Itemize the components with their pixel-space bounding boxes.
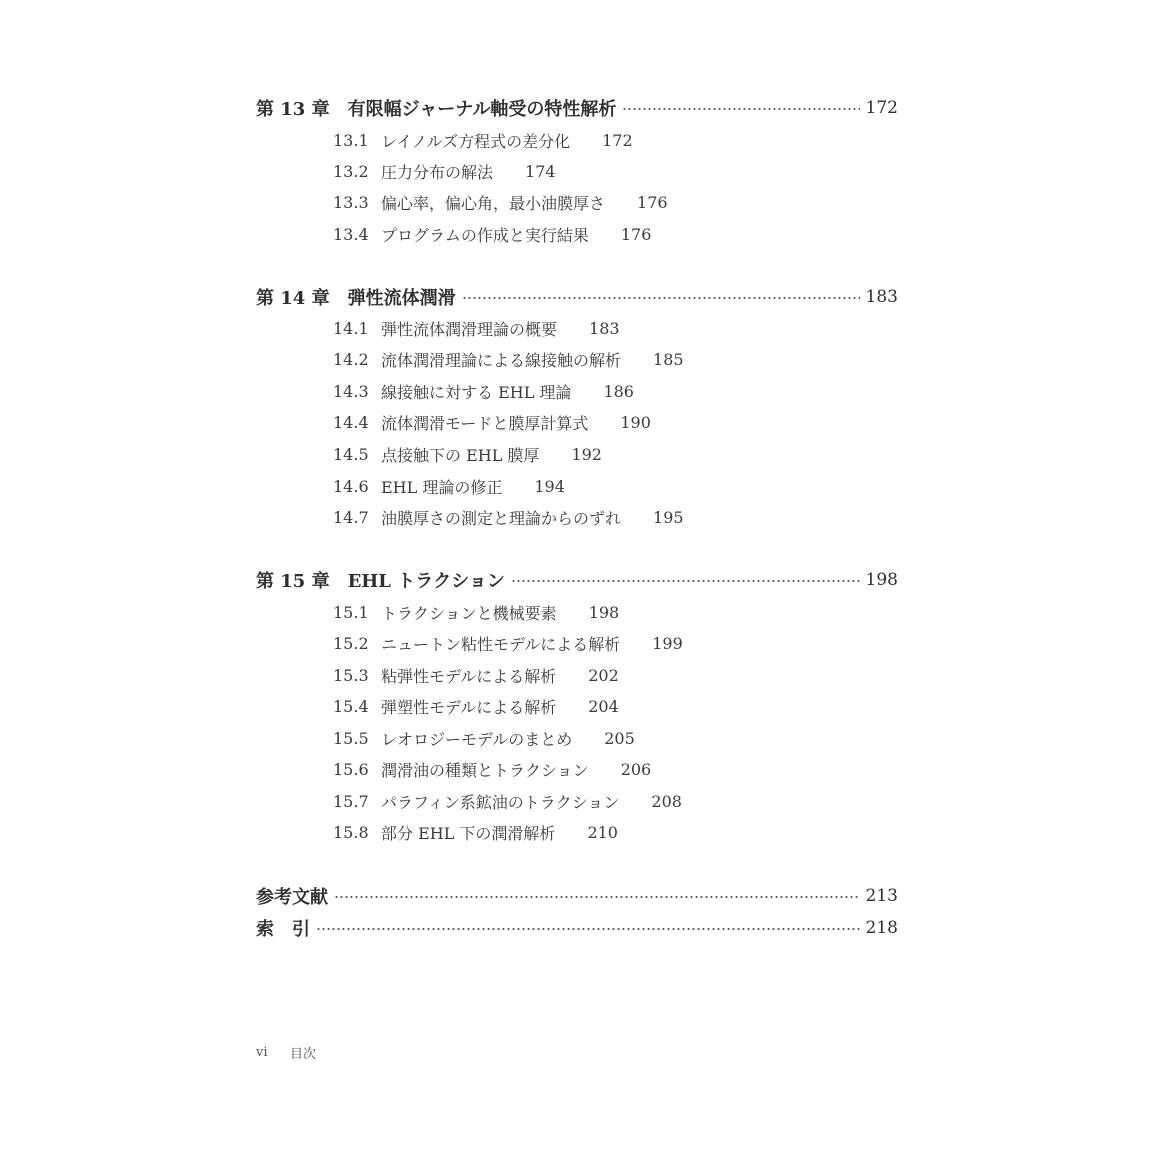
- section-page-number: 198: [588, 602, 620, 622]
- section-title: 線接触に対する EHL 理論: [381, 382, 572, 402]
- back-matter-title: 索 引: [256, 919, 310, 940]
- section-number: 15.3: [333, 665, 369, 685]
- chapter-15-entry[interactable]: [256, 566, 898, 594]
- section-page-number: 192: [571, 444, 602, 464]
- section-number: 13.4: [333, 224, 369, 244]
- section-page-number: 205: [604, 728, 635, 748]
- dot-leader: [334, 896, 860, 898]
- section-entry[interactable]: [333, 127, 633, 153]
- section-number: 14.5: [333, 444, 369, 464]
- section-title: 弾性流体潤滑理論の概要: [381, 319, 558, 339]
- section-page-number: 176: [637, 192, 668, 212]
- section-title: EHL 理論の修正: [381, 477, 503, 497]
- section-title: レイノルズ方程式の差分化: [381, 131, 571, 151]
- section-title: プログラムの作成と実行結果: [381, 225, 589, 245]
- folio-page-number: vi: [256, 1045, 268, 1060]
- section-number: 14.1: [333, 318, 369, 338]
- index-entry[interactable]: [256, 914, 898, 942]
- section-number: 15.1: [333, 602, 369, 622]
- section-title: 流体潤滑モードと膜厚計算式: [381, 413, 589, 433]
- dot-leader: [511, 580, 860, 582]
- chapter-14-entry[interactable]: [256, 283, 898, 311]
- section-number: 15.6: [333, 759, 369, 779]
- section-entry[interactable]: [333, 378, 634, 404]
- section-title: 潤滑油の種類とトラクション: [381, 760, 589, 780]
- section-number: 14.3: [333, 381, 369, 401]
- section-page-number: 183: [589, 318, 620, 338]
- section-number: 13.1: [333, 130, 369, 150]
- dot-leader: [622, 108, 859, 110]
- section-title: 部分 EHL 下の潤滑解析: [381, 823, 556, 843]
- section-page-number: 176: [620, 224, 652, 244]
- section-number: 15.8: [333, 822, 369, 842]
- section-page-number: 185: [653, 349, 684, 369]
- section-title: 偏心率，偏心角，最小油膜厚さ: [381, 193, 606, 213]
- chapter-title: 第 15 章 EHL トラクション: [256, 571, 505, 592]
- section-entry[interactable]: [333, 473, 565, 499]
- section-page-number: 174: [525, 161, 556, 181]
- section-number: 13.3: [333, 192, 369, 212]
- chapter-title: 第 14 章 弾性流体潤滑: [256, 288, 456, 309]
- chapter-title: 第 13 章 有限幅ジャーナル軸受の特性解析: [256, 99, 617, 120]
- section-page-number: 195: [653, 507, 684, 527]
- running-head: 目次: [290, 1047, 317, 1062]
- section-number: 15.5: [333, 728, 369, 748]
- section-page-number: 186: [603, 381, 634, 401]
- references-entry[interactable]: [256, 882, 898, 910]
- section-page-number: 199: [652, 633, 683, 653]
- section-entry[interactable]: [333, 630, 683, 656]
- back-matter-page-number: 218: [865, 918, 898, 938]
- section-title: ニュートン粘性モデルによる解析: [381, 634, 621, 654]
- section-entry[interactable]: [333, 693, 619, 719]
- section-page-number: 210: [587, 822, 618, 842]
- section-number: 14.2: [333, 349, 369, 369]
- section-entry[interactable]: [333, 504, 684, 530]
- section-entry[interactable]: [333, 346, 684, 372]
- section-entry[interactable]: [333, 725, 635, 751]
- dot-leader: [316, 928, 860, 930]
- section-page-number: 194: [534, 476, 565, 496]
- section-entry[interactable]: [333, 315, 620, 341]
- section-page-number: 190: [620, 412, 651, 432]
- section-title: パラフィン系鉱油のトラクション: [381, 792, 620, 812]
- section-title: レオロジーモデルのまとめ: [381, 729, 573, 749]
- chapter-page-number: 172: [865, 98, 898, 118]
- section-number: 13.2: [333, 161, 369, 181]
- section-entry[interactable]: [333, 441, 602, 467]
- section-title: 圧力分布の解法: [381, 162, 494, 182]
- section-title: トラクションと機械要素: [381, 603, 557, 623]
- section-title: 流体潤滑理論による線接触の解析: [381, 350, 622, 370]
- section-number: 15.7: [333, 791, 369, 811]
- section-entry[interactable]: [333, 158, 556, 184]
- back-matter-title: 参考文献: [256, 887, 328, 908]
- section-page-number: 202: [588, 665, 619, 685]
- section-entry[interactable]: [333, 599, 619, 625]
- dot-leader: [462, 297, 860, 299]
- section-number: 14.7: [333, 507, 369, 527]
- section-page-number: 172: [602, 130, 633, 150]
- section-title: 粘弾性モデルによる解析: [381, 666, 557, 686]
- section-entry[interactable]: [333, 788, 682, 814]
- page-footer: [256, 1043, 316, 1062]
- section-page-number: 206: [620, 759, 652, 779]
- section-entry[interactable]: [333, 189, 668, 215]
- back-matter-page-number: 213: [865, 886, 898, 906]
- section-number: 14.4: [333, 412, 369, 432]
- chapter-page-number: 198: [865, 570, 898, 590]
- section-title: 点接触下の EHL 膜厚: [381, 445, 540, 465]
- section-number: 15.4: [333, 696, 369, 716]
- section-entry[interactable]: [333, 662, 619, 688]
- section-entry[interactable]: [333, 819, 618, 845]
- section-number: 15.2: [333, 633, 369, 653]
- chapter-13-entry[interactable]: [256, 94, 898, 122]
- chapter-page-number: 183: [865, 287, 898, 307]
- section-page-number: 208: [651, 791, 682, 811]
- section-number: 14.6: [333, 476, 369, 496]
- section-entry[interactable]: [333, 756, 651, 782]
- section-page-number: 204: [588, 696, 619, 716]
- section-title: 油膜厚さの測定と理論からのずれ: [381, 508, 622, 528]
- section-title: 弾塑性モデルによる解析: [381, 697, 557, 717]
- section-entry[interactable]: [333, 409, 651, 435]
- section-entry[interactable]: [333, 221, 651, 247]
